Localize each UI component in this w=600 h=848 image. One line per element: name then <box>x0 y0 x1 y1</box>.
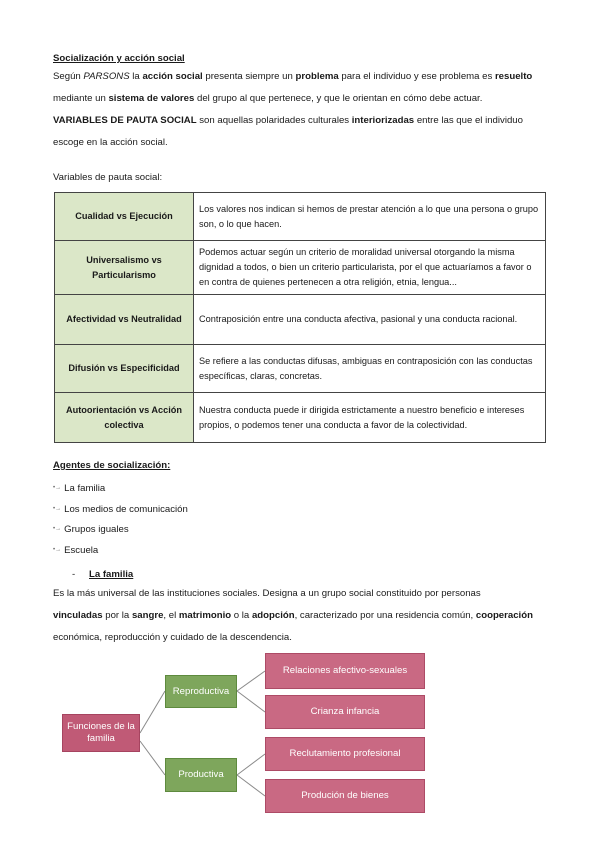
text-fragment: escoge en la acción social. <box>53 137 168 148</box>
familia-heading: La familia <box>89 569 134 580</box>
familia-dash: - <box>72 569 76 580</box>
text-fragment: mediante un <box>53 93 109 104</box>
section-title-socializacion: Socialización y acción social <box>53 53 185 64</box>
text-vinculadas: vinculadas <box>53 610 103 621</box>
table-intro: Variables de pauta social: <box>53 172 163 183</box>
diagram-root-node: Funciones de la familia <box>62 714 140 752</box>
text-fragment: entre las que el individuo <box>414 115 523 126</box>
text-fragment: o la <box>231 610 252 621</box>
list-item-label: Escuela <box>64 544 99 556</box>
text-accion-social: acción social <box>142 71 203 82</box>
table-label: Difusión vs Especificidad <box>55 345 194 393</box>
text-fragment: del grupo al que pertenece, y que le orientan en cómo debe actuar. <box>194 93 483 104</box>
diagram-node-reproductiva: Reproductiva <box>165 675 237 708</box>
arrow-bullet-icon: •→ <box>53 505 62 512</box>
connector-productiva-leaf3 <box>237 754 265 775</box>
diagram-leaf-produccion: Produción de bienes <box>265 779 425 813</box>
text-fragment: son aquellas polaridades culturales <box>196 115 352 126</box>
text-parsons: PARSONS <box>83 71 130 82</box>
diagram-leaf-crianza: Crianza infancia <box>265 695 425 729</box>
table-label: Afectividad vs Neutralidad <box>55 295 194 345</box>
list-item-label: La familia <box>64 483 106 494</box>
connector-root-reproductiva <box>140 691 165 733</box>
agentes-title: Agentes de socialización: <box>53 460 171 471</box>
diagram-node-productiva: Productiva <box>165 758 237 792</box>
text-problema: problema <box>295 71 339 82</box>
table-text: Podemos actuar según un criterio de moralidad universal otorgando la misma dignidad a todos, o bien un criterio particularista, por el que actuaríamos a favor o en contra de quienes pertenecen a otra religión, etnia, lengua... <box>194 241 546 295</box>
list-item-label: Grupos iguales <box>64 524 129 535</box>
table-label: Autoorientación vs Acción colectiva <box>55 393 194 443</box>
table-label: Universalismo vs Particularismo <box>55 241 194 295</box>
text-interiorizadas: interiorizadas <box>351 115 415 126</box>
table-text: Los valores nos indican si hemos de prestar atención a lo que una persona o grupo son, o lo que hacen. <box>194 193 546 241</box>
diagram-leaf-reclutamiento: Reclutamiento profesional <box>265 737 425 771</box>
text-fragment: Es la más universal de las instituciones sociales. Designa a un grupo social constituido por personas <box>53 588 481 599</box>
arrow-bullet-icon: •→ <box>53 526 62 532</box>
text-fragment: para el individuo y ese problema es <box>338 71 495 82</box>
table-label: Cualidad vs Ejecución <box>55 193 194 241</box>
text-matrimonio: matrimonio <box>178 610 232 621</box>
diagram-leaf-relaciones: Relaciones afectivo-sexuales <box>265 653 425 689</box>
text-sistema-valores: sistema de valores <box>108 93 195 104</box>
table-text: Contraposición entre una conducta afectiva, pasional y una conducta racional. <box>194 295 546 345</box>
text-adopcion: adopción <box>251 610 295 621</box>
arrow-bullet-icon: •→ <box>53 546 62 553</box>
text-fragment: presenta siempre un <box>202 71 296 82</box>
text-fragment: económica, reproducción y cuidado de la descendencia. <box>53 632 292 643</box>
table-text: Se refiere a las conductas difusas, ambiguas en contraposición con las conductas específicas, claras, concretas. <box>194 345 546 393</box>
text-fragment: , caracterizado por una residencia común, <box>294 610 476 621</box>
text-sangre: sangre <box>131 610 164 621</box>
text-fragment: por la <box>102 610 132 621</box>
text-cooperacion: cooperación <box>475 610 533 621</box>
connector-productiva-leaf4 <box>237 775 265 796</box>
list-item-label: Los medios de comunicación <box>64 503 188 515</box>
text-variables-pauta: VARIABLES DE PAUTA SOCIAL <box>53 115 197 126</box>
text-fragment: , el <box>163 610 179 621</box>
text-fragment: Según <box>53 71 84 82</box>
text-fragment: la <box>129 71 143 82</box>
connector-root-productiva <box>140 741 165 775</box>
connector-reproductiva-leaf2 <box>237 691 265 712</box>
connector-reproductiva-leaf1 <box>237 671 265 691</box>
text-resuelto: resuelto <box>494 71 533 82</box>
arrow-bullet-icon: •→ <box>53 485 62 491</box>
table-text: Nuestra conducta puede ir dirigida estrictamente a nuestro beneficio e intereses propios, o podemos tener una conducta a favor de la colectividad. <box>194 393 546 443</box>
